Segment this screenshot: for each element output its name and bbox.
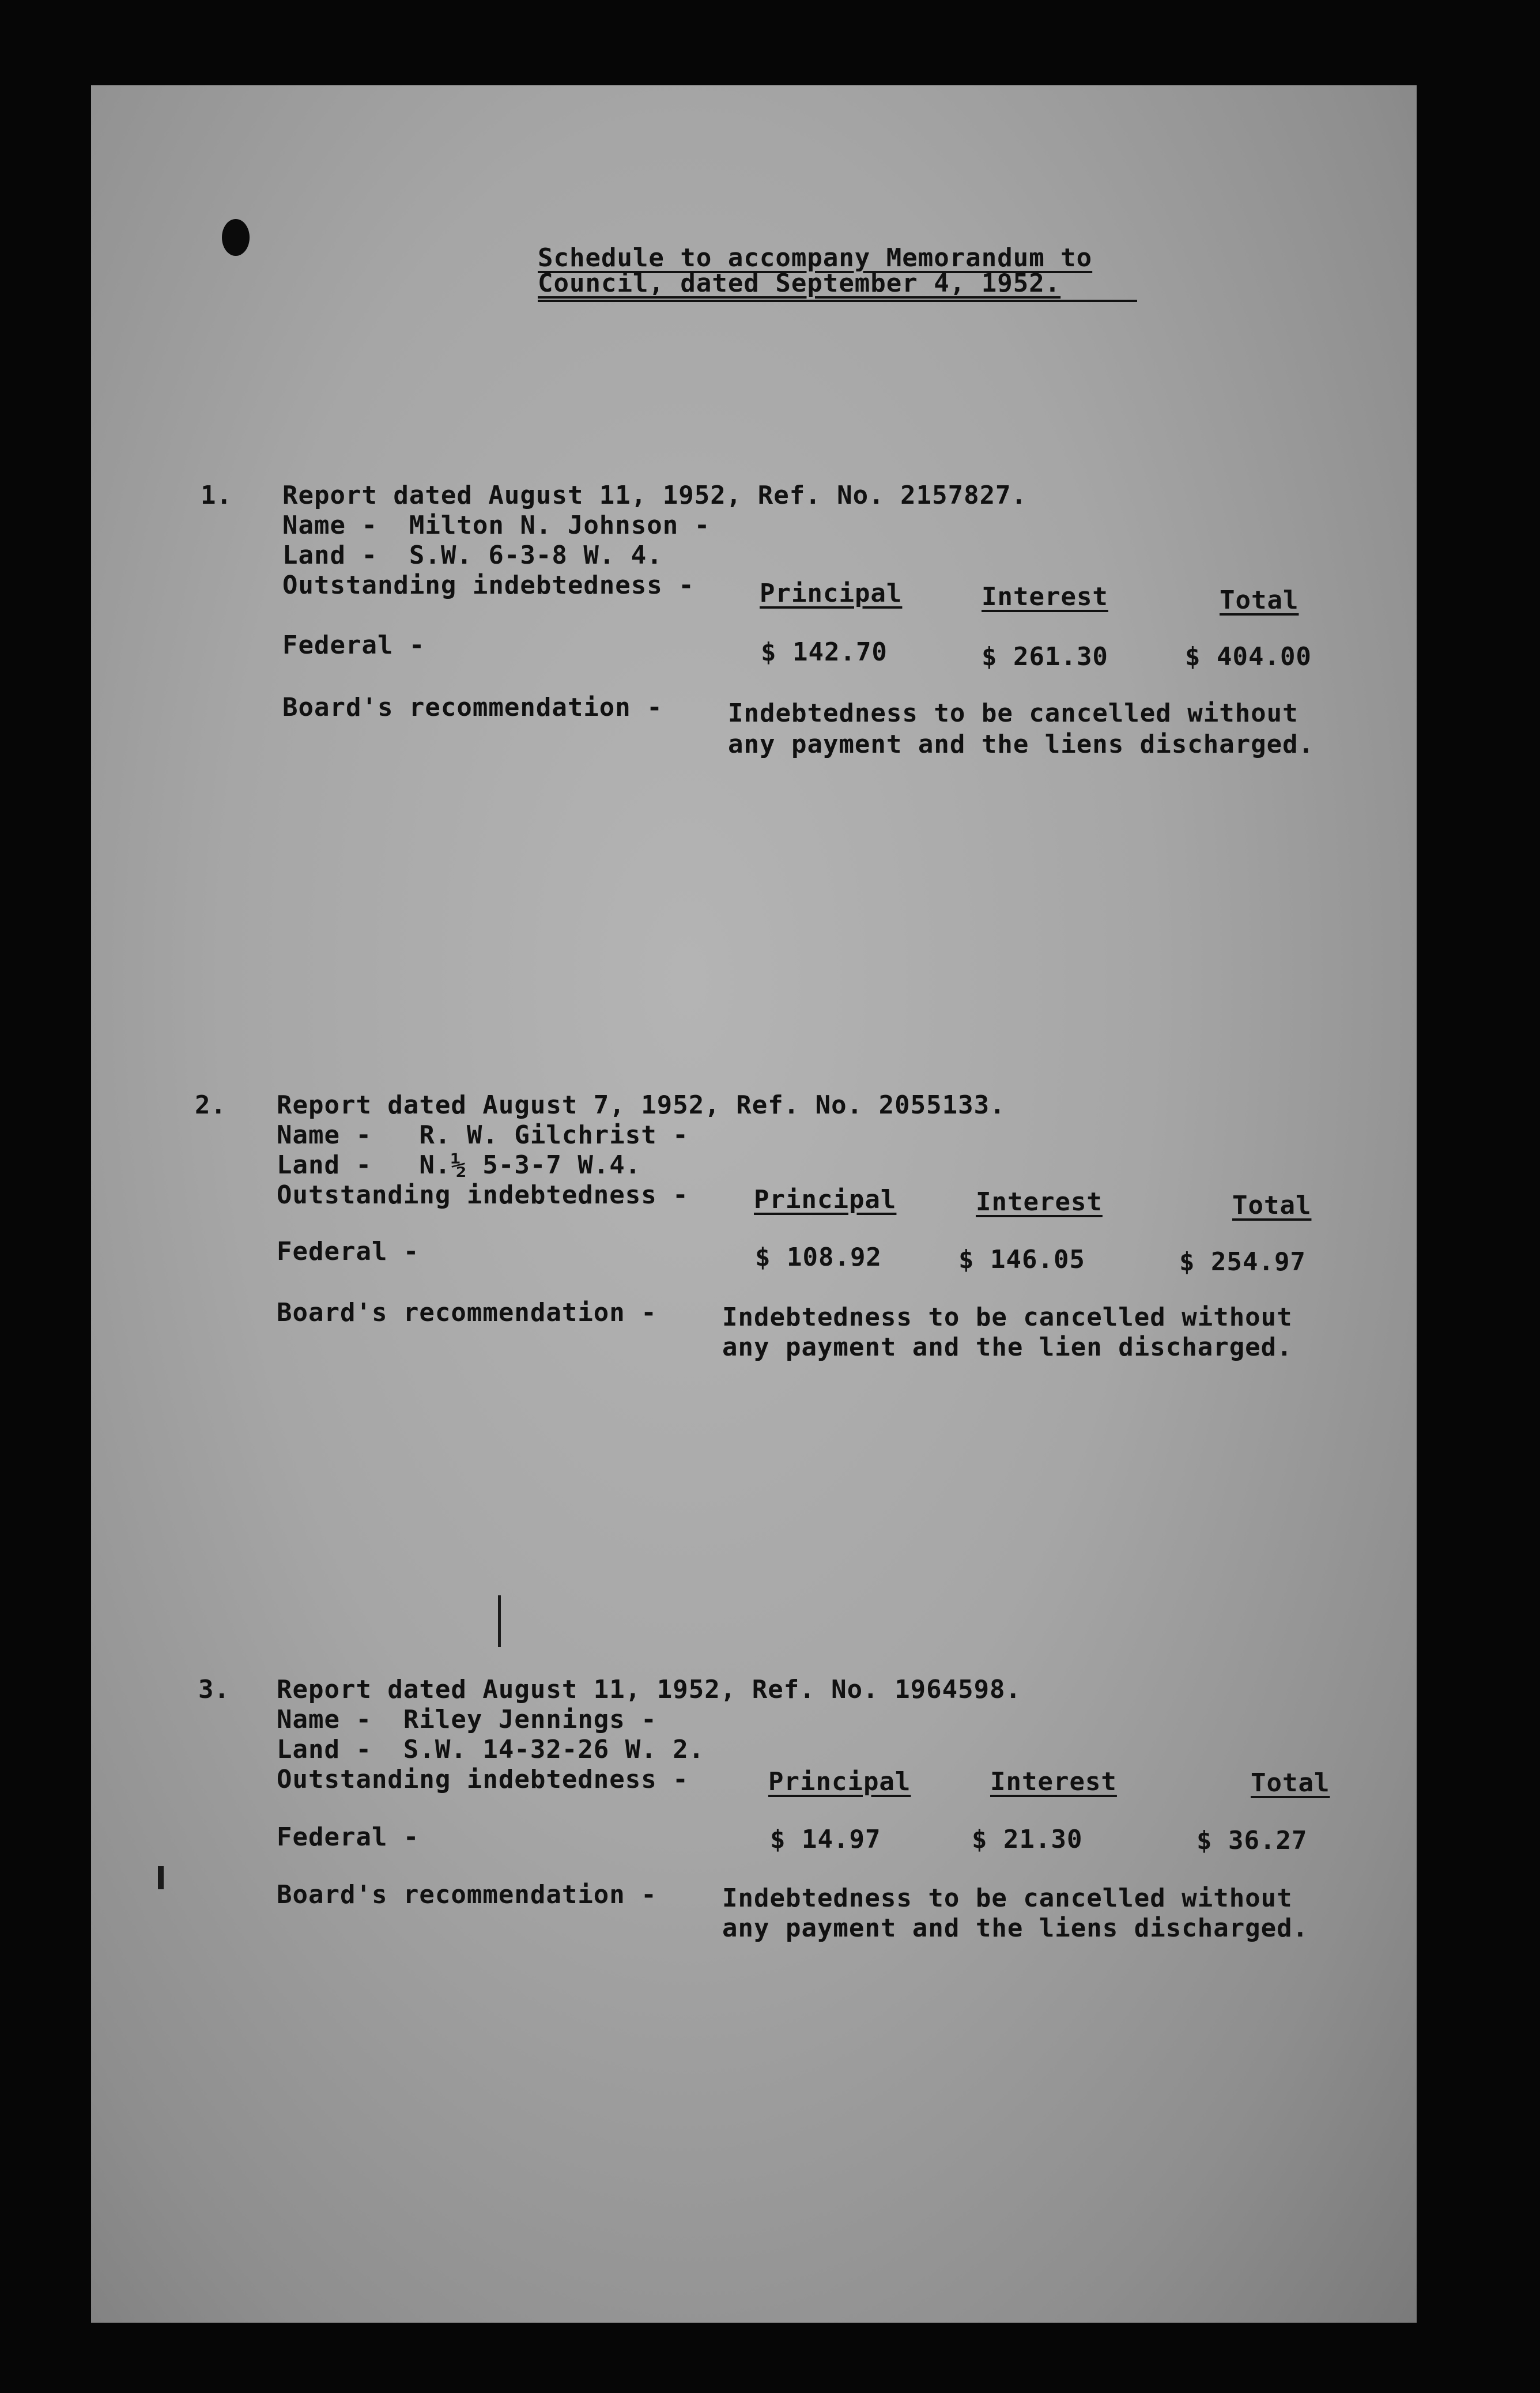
interest-header: Interest bbox=[982, 582, 1108, 612]
outstanding-label: Outstanding indebtedness - bbox=[277, 1765, 689, 1794]
recommendation-line-1: Indebtedness to be cancelled without bbox=[722, 1884, 1293, 1913]
recommendation-label: Board's recommendation - bbox=[277, 1880, 657, 1909]
principal-header: Principal bbox=[768, 1767, 911, 1796]
interest-value: $ 146.05 bbox=[958, 1245, 1085, 1274]
federal-label: Federal - bbox=[277, 1237, 420, 1266]
document-title-line-2: Council, dated September 4, 1952. bbox=[538, 269, 1061, 298]
name-line: Name - Riley Jennings - bbox=[277, 1705, 657, 1734]
recommendation-line-1: Indebtedness to be cancelled without bbox=[728, 699, 1299, 728]
interest-header: Interest bbox=[990, 1767, 1117, 1796]
total-header: Total bbox=[1251, 1768, 1330, 1798]
land-line: Land - S.W. 14-32-26 W. 2. bbox=[277, 1735, 705, 1764]
interest-header: Interest bbox=[976, 1187, 1103, 1217]
outstanding-label: Outstanding indebtedness - bbox=[277, 1180, 689, 1210]
principal-header: Principal bbox=[754, 1185, 897, 1214]
principal-value: $ 108.92 bbox=[755, 1243, 882, 1272]
margin-mark bbox=[498, 1595, 501, 1647]
recommendation-line-2: any payment and the liens discharged. bbox=[722, 1913, 1309, 1943]
total-value: $ 404.00 bbox=[1185, 642, 1312, 671]
entry-number: 3. bbox=[198, 1675, 230, 1704]
federal-label: Federal - bbox=[277, 1822, 420, 1852]
margin-mark bbox=[158, 1866, 164, 1889]
name-line: Name - R. W. Gilchrist - bbox=[277, 1120, 689, 1150]
principal-value: $ 142.70 bbox=[761, 637, 888, 667]
document-title-line-1: Schedule to accompany Memorandum to bbox=[538, 243, 1093, 273]
total-header: Total bbox=[1220, 586, 1299, 615]
report-line: Report dated August 11, 1952, Ref. No. 1964598. bbox=[277, 1675, 1022, 1704]
punch-hole bbox=[222, 219, 250, 256]
outstanding-label: Outstanding indebtedness - bbox=[282, 571, 694, 600]
title-rule bbox=[538, 300, 1137, 302]
principal-header: Principal bbox=[760, 579, 903, 608]
recommendation-line-2: any payment and the liens discharged. bbox=[728, 730, 1315, 759]
interest-value: $ 261.30 bbox=[982, 642, 1108, 671]
land-line: Land - S.W. 6-3-8 W. 4. bbox=[282, 541, 663, 570]
entry-number: 2. bbox=[195, 1090, 227, 1120]
principal-value: $ 14.97 bbox=[770, 1825, 881, 1854]
recommendation-label: Board's recommendation - bbox=[282, 693, 663, 722]
total-value: $ 254.97 bbox=[1179, 1247, 1306, 1277]
land-line: Land - N.½ 5-3-7 W.4. bbox=[277, 1150, 641, 1180]
document-page bbox=[91, 85, 1417, 2323]
entry-number: 1. bbox=[201, 481, 232, 510]
report-line: Report dated August 11, 1952, Ref. No. 2157827. bbox=[282, 481, 1028, 510]
recommendation-line-2: any payment and the lien discharged. bbox=[722, 1333, 1293, 1362]
name-line: Name - Milton N. Johnson - bbox=[282, 511, 711, 540]
recommendation-label: Board's recommendation - bbox=[277, 1298, 657, 1327]
total-header: Total bbox=[1232, 1191, 1312, 1220]
federal-label: Federal - bbox=[282, 631, 425, 660]
report-line: Report dated August 7, 1952, Ref. No. 2055133. bbox=[277, 1090, 1006, 1120]
recommendation-line-1: Indebtedness to be cancelled without bbox=[722, 1303, 1293, 1332]
total-value: $ 36.27 bbox=[1196, 1826, 1308, 1855]
interest-value: $ 21.30 bbox=[972, 1825, 1083, 1854]
